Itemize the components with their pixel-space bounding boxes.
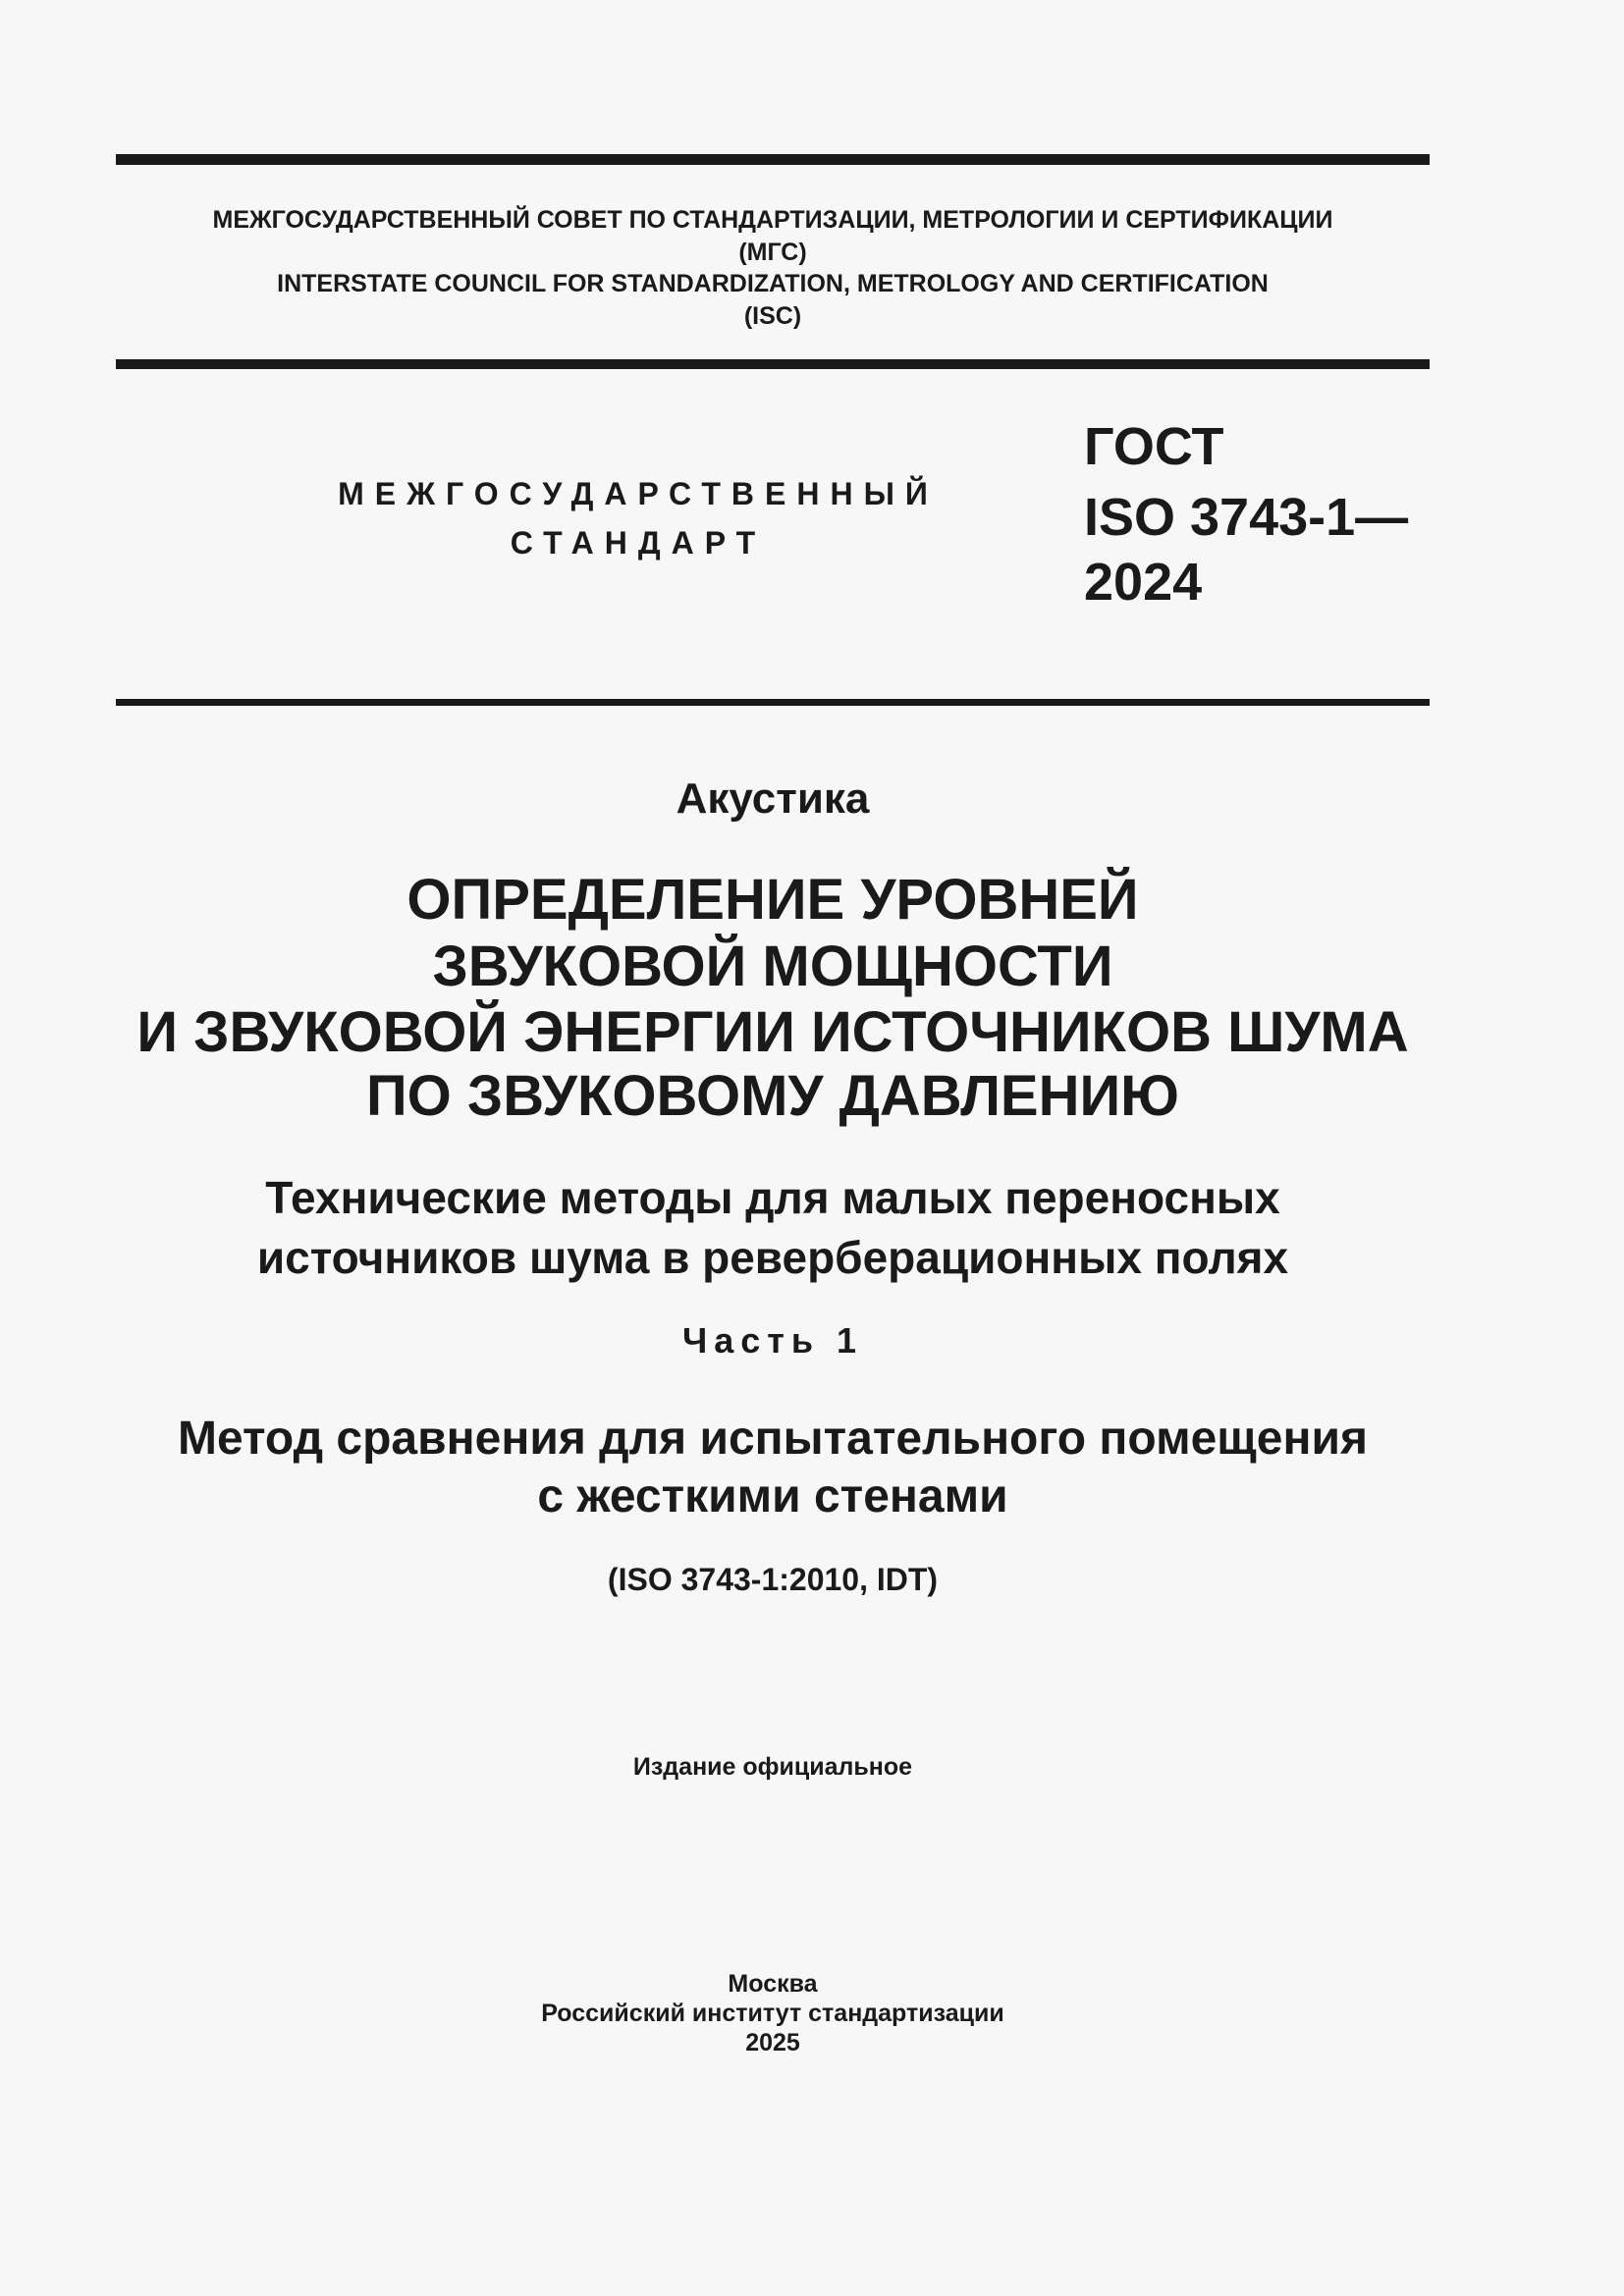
gost-designation-line3: 2024 [1084,553,1203,612]
council-abbr-en: (ISC) [743,302,802,330]
council-name-ru: МЕЖГОСУДАРСТВЕННЫЙ СОВЕТ ПО СТАНДАРТИЗАЦИИ, МЕТРОЛОГИИ И СЕРТИФИКАЦИИ [212,206,1333,234]
main-title-line: И ЗВУКОВОЙ ЭНЕРГИИ ИСТОЧНИКОВ ШУМА [136,1000,1409,1064]
standard-type-line1: МЕЖГОСУДАРСТВЕННЫЙ [338,476,939,511]
top-rule [116,154,1430,165]
subtitle-line: Технические методы для малых переносных [265,1172,1280,1223]
method-title-line: Метод сравнения для испытательного помещения [178,1413,1368,1465]
method-title-line: с жесткими стенами [537,1470,1008,1522]
header-rule [116,359,1430,369]
main-title-line: ПО ЗВУКОВОМУ ДАВЛЕНИЮ [365,1064,1179,1128]
standard-type-line2: СТАНДАРТ [510,525,767,561]
imprint-publisher: Российский институт стандартизации [541,2000,1004,2027]
main-title-line: ЗВУКОВОЙ МОЩНОСТИ [432,934,1113,998]
gost-designation-line2: ISO 3743-1— [1084,488,1409,547]
edition-note: Издание официальное [632,1753,913,1781]
gost-designation-line1: ГОСТ [1084,417,1224,476]
subtitle-line: источников шума в реверберационных полях [256,1232,1289,1283]
council-abbr-ru: (МГС) [738,239,807,266]
iso-reference: (ISO 3743-1:2010, IDT) [607,1562,939,1597]
field-heading: Акустика [676,774,870,823]
council-name-en: INTERSTATE COUNCIL FOR STANDARDIZATION, METROLOGY AND CERTIFICATION [277,270,1269,297]
imprint-year: 2025 [745,2029,800,2056]
part-number: Часть 1 [681,1320,864,1361]
title-rule [116,699,1430,706]
main-title-line: ОПРЕДЕЛЕНИЕ УРОВНЕЙ [406,868,1139,932]
imprint-city: Москва [728,1970,818,1998]
